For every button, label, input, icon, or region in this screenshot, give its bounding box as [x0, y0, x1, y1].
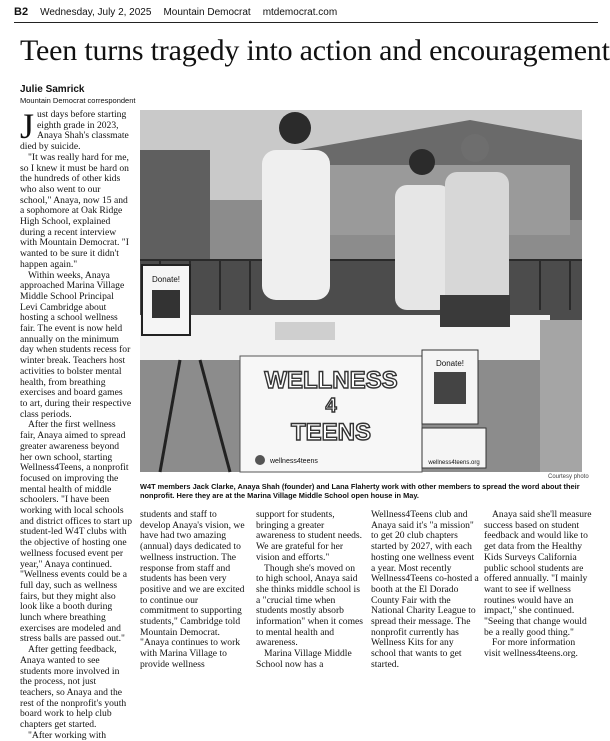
donate-sign-left: Donate! [151, 275, 181, 284]
article-column-2 [140, 510, 248, 671]
header-rule [14, 22, 598, 23]
paragraph: Wellness4Teens club and Anaya said it's "a mission" to get 20 club chapters started by 2027, with each hosting one wellness event a year. Most recently Wellness4Teens co-hosted a booth at the El Dorado County Fair with the National Charity League to spread their message. The nonprofit currently has Wellness Kits for any school that wants to get started. [371, 509, 479, 670]
paragraph: Though she's moved on to high school, Anaya said she thinks middle school is a "crucial time when students mostly absorb information" when it comes to mental health and awareness. [256, 562, 364, 649]
issue-date: Wednesday, July 2, 2025 [40, 6, 152, 18]
paragraph: For more information visit wellness4teens.org. [484, 637, 578, 660]
photo-illustration [140, 110, 582, 472]
paper-site: mtdemocrat.com [262, 6, 338, 18]
article-column-5 [484, 510, 592, 660]
headline: Teen turns tragedy into action and encouragement [20, 34, 610, 67]
article-column-4 [371, 510, 479, 671]
paragraph: Marina Village Middle School now has a [256, 648, 352, 670]
paragraph: "It was really hard for me, so I knew it must be hard on the hundreds of other kids who also went to our school," Anaya, now 15 and a sophomore at Oak Ridge High School, explained during a recent interview with Mountain Democrat. "I wanted to be sure it didn't happen again." [20, 151, 129, 270]
paragraph: support for students, bringing a greater awareness to student needs. We are grateful for her vision and efforts." [256, 509, 363, 563]
photo-credit: Courtesy photo [548, 474, 589, 480]
byline-role: Mountain Democrat correspondent [20, 96, 136, 105]
paragraph: After getting feedback, Anaya wanted to see students more involved in the process, not just teachers, so Anaya and the rest of the nonprofit's youth board work to help club chapters get started. [20, 644, 127, 731]
paragraph: "After working with [28, 729, 106, 741]
banner-line-3: TEENS [290, 419, 372, 446]
paragraph: ust days before starting eighth grade in 2023, Anaya Shah's classmate died by suicide. [20, 109, 129, 153]
donate-sign-right: Donate! [435, 359, 465, 368]
article-column-3 [256, 510, 364, 671]
paragraph: Within weeks, Anaya approached Marina Village Middle School Principal Levi Cambridge about hosting a school wellness fair. The event is now held annually on the minimum day when students recess for winter break. Teachers host activities to bolster mental health, from breathing exercises and board games to art, during their respective class periods. [20, 269, 132, 420]
paper-name: Mountain Democrat [163, 6, 251, 18]
photo-caption: W4T members Jack Clarke, Anaya Shah (founder) and Lana Flaherty work with other members to spread the word about their nonprofit. Here they are at the Marina Village Middle School open house in May. [140, 482, 580, 501]
drop-cap: J [20, 106, 35, 146]
article-column-1 [20, 106, 132, 741]
article-photo [140, 110, 582, 472]
byline-author: Julie Samrick [20, 84, 85, 95]
banner-handle: wellness4teens [270, 458, 318, 465]
paragraph: Anaya said she'll measure success based on student feedback and would like to get data from the Healthy Kids Surveys California public school students are offered annually. "I mainly want to see if wellness routines would have an impact," she continued. "Seeing that change would be a really good thing." [484, 509, 592, 638]
banner-line-1: WELLNESS [264, 367, 398, 394]
paragraph: students and staff to develop Anaya's vision, we have had two amazing (annual) days dedicated to wellness instruction. The response from staff and students has been very positive and we are excited to continue our commitment to supporting students," Cambridge told Mountain Democrat. "Anaya continues to work with Marina Village to provide wellness [140, 509, 245, 670]
banner-line-2: 4 [325, 395, 337, 417]
page-number: B2 [14, 6, 29, 18]
page-header [14, 4, 598, 20]
paragraph: After the first wellness fair, Anaya aimed to spread greater awareness beyond her own school, starting Wellness4Teens, a nonprofit focused on improving the mental health of middle schoolers. "I have been working with local schools and district offices to start up student-led W4T clubs with the objective of hosting one wellness focused event per year," Anaya continued. "Wellness events could be a full day, such as wellness fairs, but they might also look like a booth during lunch where breathing exercises are modeled and stress balls are passed out." [20, 419, 132, 645]
instagram-icon [255, 455, 265, 465]
banner-website: wellness4teens.org [428, 460, 480, 466]
